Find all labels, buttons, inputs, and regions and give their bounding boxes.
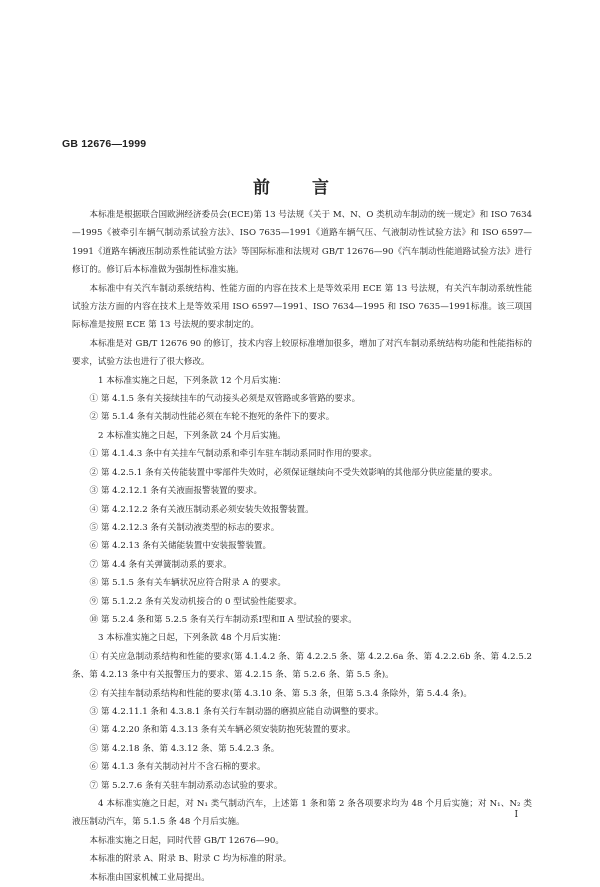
list-item: ④ 第 4.2.12.2 条有关液压制动系必须安装失效报警装置。 <box>89 504 314 515</box>
section-heading: 1 本标准实施之日起，下列条款 12 个月后实施： <box>98 375 286 386</box>
section-heading: 2 本标准实施之日起，下列条款 24 个月后实施。 <box>98 430 286 441</box>
list-item: ② 第 5.1.4 条有关制动性能必须在车轮不抱死的条件下的要求。 <box>89 412 335 423</box>
list-item: ② 第 4.2.5.1 条有关传能装置中零部件失效时，必须保证继续向不受失效影响的其他部分供应能量的要求。 <box>89 467 498 478</box>
list-item: ⑨ 第 5.1.2.2 条有关发动机接合的 0 型试验性能要求。 <box>89 596 302 607</box>
page-number: I <box>514 810 518 820</box>
section-paragraph: 4 本标准实施之日起，对 N₁ 类气制动汽车，上述第 1 条和第 2 条各项要求均为 48 个月后实施；对 N₁、N₂ 类液压制动汽车，第 5.1.5 条 48 个月后实施。 <box>72 799 532 828</box>
closing-line: 本标准的附录 A、附录 B、附录 C 均为标准的附录。 <box>89 854 292 865</box>
list-item: ⑤ 第 4.2.12.3 条有关制动液类型的标志的要求。 <box>89 522 280 533</box>
paragraph: 本标准中有关汽车制动系统结构、性能方面的内容在技术上是等效采用 ECE 第 13 号法规，有关汽车制动系统性能试验方法方面的内容在技术上是等效采用 ISO 6597—1991、ISO 7634—1995 和 ISO 7635—1991标准。该三项国际标准是按照 ECE 第 13 号法规的要求制定的。 <box>72 283 532 331</box>
standard-code: GB 12676—1999 <box>62 138 147 150</box>
paragraph: 本标准是对 GB/T 12676 90 的修订，技术内容上较原标准增加很多，增加了对汽车制动系统结构功能和性能指标的要求，试验方法也进行了很大修改。 <box>72 338 532 368</box>
closing-line: 本标准实施之日起，同时代替 GB/T 12676—90。 <box>89 835 284 846</box>
list-item: ① 有关应急制动系结构和性能的要求(第 4.1.4.2 条、第 4.2.2.5 条、第 4.2.2.6a 条、第 4.2.2.6b 条、第 4.2.5.2 条、第 4.2.13 条中有关报警压力的要求、第 4.2.15 条、第 5.2.6 条、第 5.5 条)。 <box>72 651 532 681</box>
paragraph: 本标准是根据联合国欧洲经济委员会(ECE)第 13 号法规《关于 M、N、O 类机动车制动的统一规定》和 ISO 7634—1995《被牵引车辆气制动系试验方法》、ISO 7635—1991《道路车辆气压、气液制动性试验方法》和 ISO 6597—1991《道路车辆液压制动系性能试验方法》等国际标准和法规对 GB/T 12676—90《汽车制动性能道路试验方法》进行修订的。修订后本标准做为强制性标准实施。 <box>72 210 532 276</box>
list-item: ⑩ 第 5.2.4 条和第 5.2.5 条有关行车制动系Ⅰ型和Ⅱ A 型试验的要求。 <box>89 614 357 625</box>
list-item: ① 第 4.1.4.3 条中有关挂车气制动系和牵引车驻车制动系同时作用的要求。 <box>89 449 377 460</box>
list-item: ③ 第 4.2.12.1 条有关液面报警装置的要求。 <box>89 486 263 497</box>
page-title: 前 言 <box>253 178 347 198</box>
list-item: ③ 第 4.2.11.1 条和 4.3.8.1 条有关行车制动器的磨损应能自动调整的要求。 <box>89 706 384 717</box>
list-item: ⑦ 第 4.4 条有关弹簧制动系的要求。 <box>89 559 232 570</box>
closing-line: 本标准由国家机械工业局提出。 <box>89 872 210 883</box>
section-heading: 3 本标准实施之日起，下列条款 48 个月后实施： <box>98 633 286 644</box>
list-item: ① 第 4.1.5 条有关接续挂车的气动接头必须是双管路或多管路的要求。 <box>89 394 361 405</box>
foreword-body <box>72 206 532 887</box>
list-item: ⑥ 第 4.2.13 条有关储能装置中安装报警装置。 <box>89 541 272 552</box>
list-item: ② 有关挂车制动系结构和性能的要求(第 4.3.10 条、第 5.3 条，但第 5.3.4 条除外，第 5.4.4 条)。 <box>89 688 472 699</box>
list-item: ⑧ 第 5.1.5 条有关车辆状况应符合附录 A 的要求。 <box>89 578 286 589</box>
list-item: ④ 第 4.2.20 条和第 4.3.13 条有关车辆必须安装防抱死装置的要求。 <box>89 725 356 736</box>
list-item: ⑥ 第 4.1.3 条有关制动衬片不含石棉的要求。 <box>89 762 266 773</box>
list-item: ⑤ 第 4.2.18 条、第 4.3.12 条、第 5.4.2.3 条。 <box>89 743 280 754</box>
list-item: ⑦ 第 5.2.7.6 条有关驻车制动系动态试验的要求。 <box>89 780 283 791</box>
